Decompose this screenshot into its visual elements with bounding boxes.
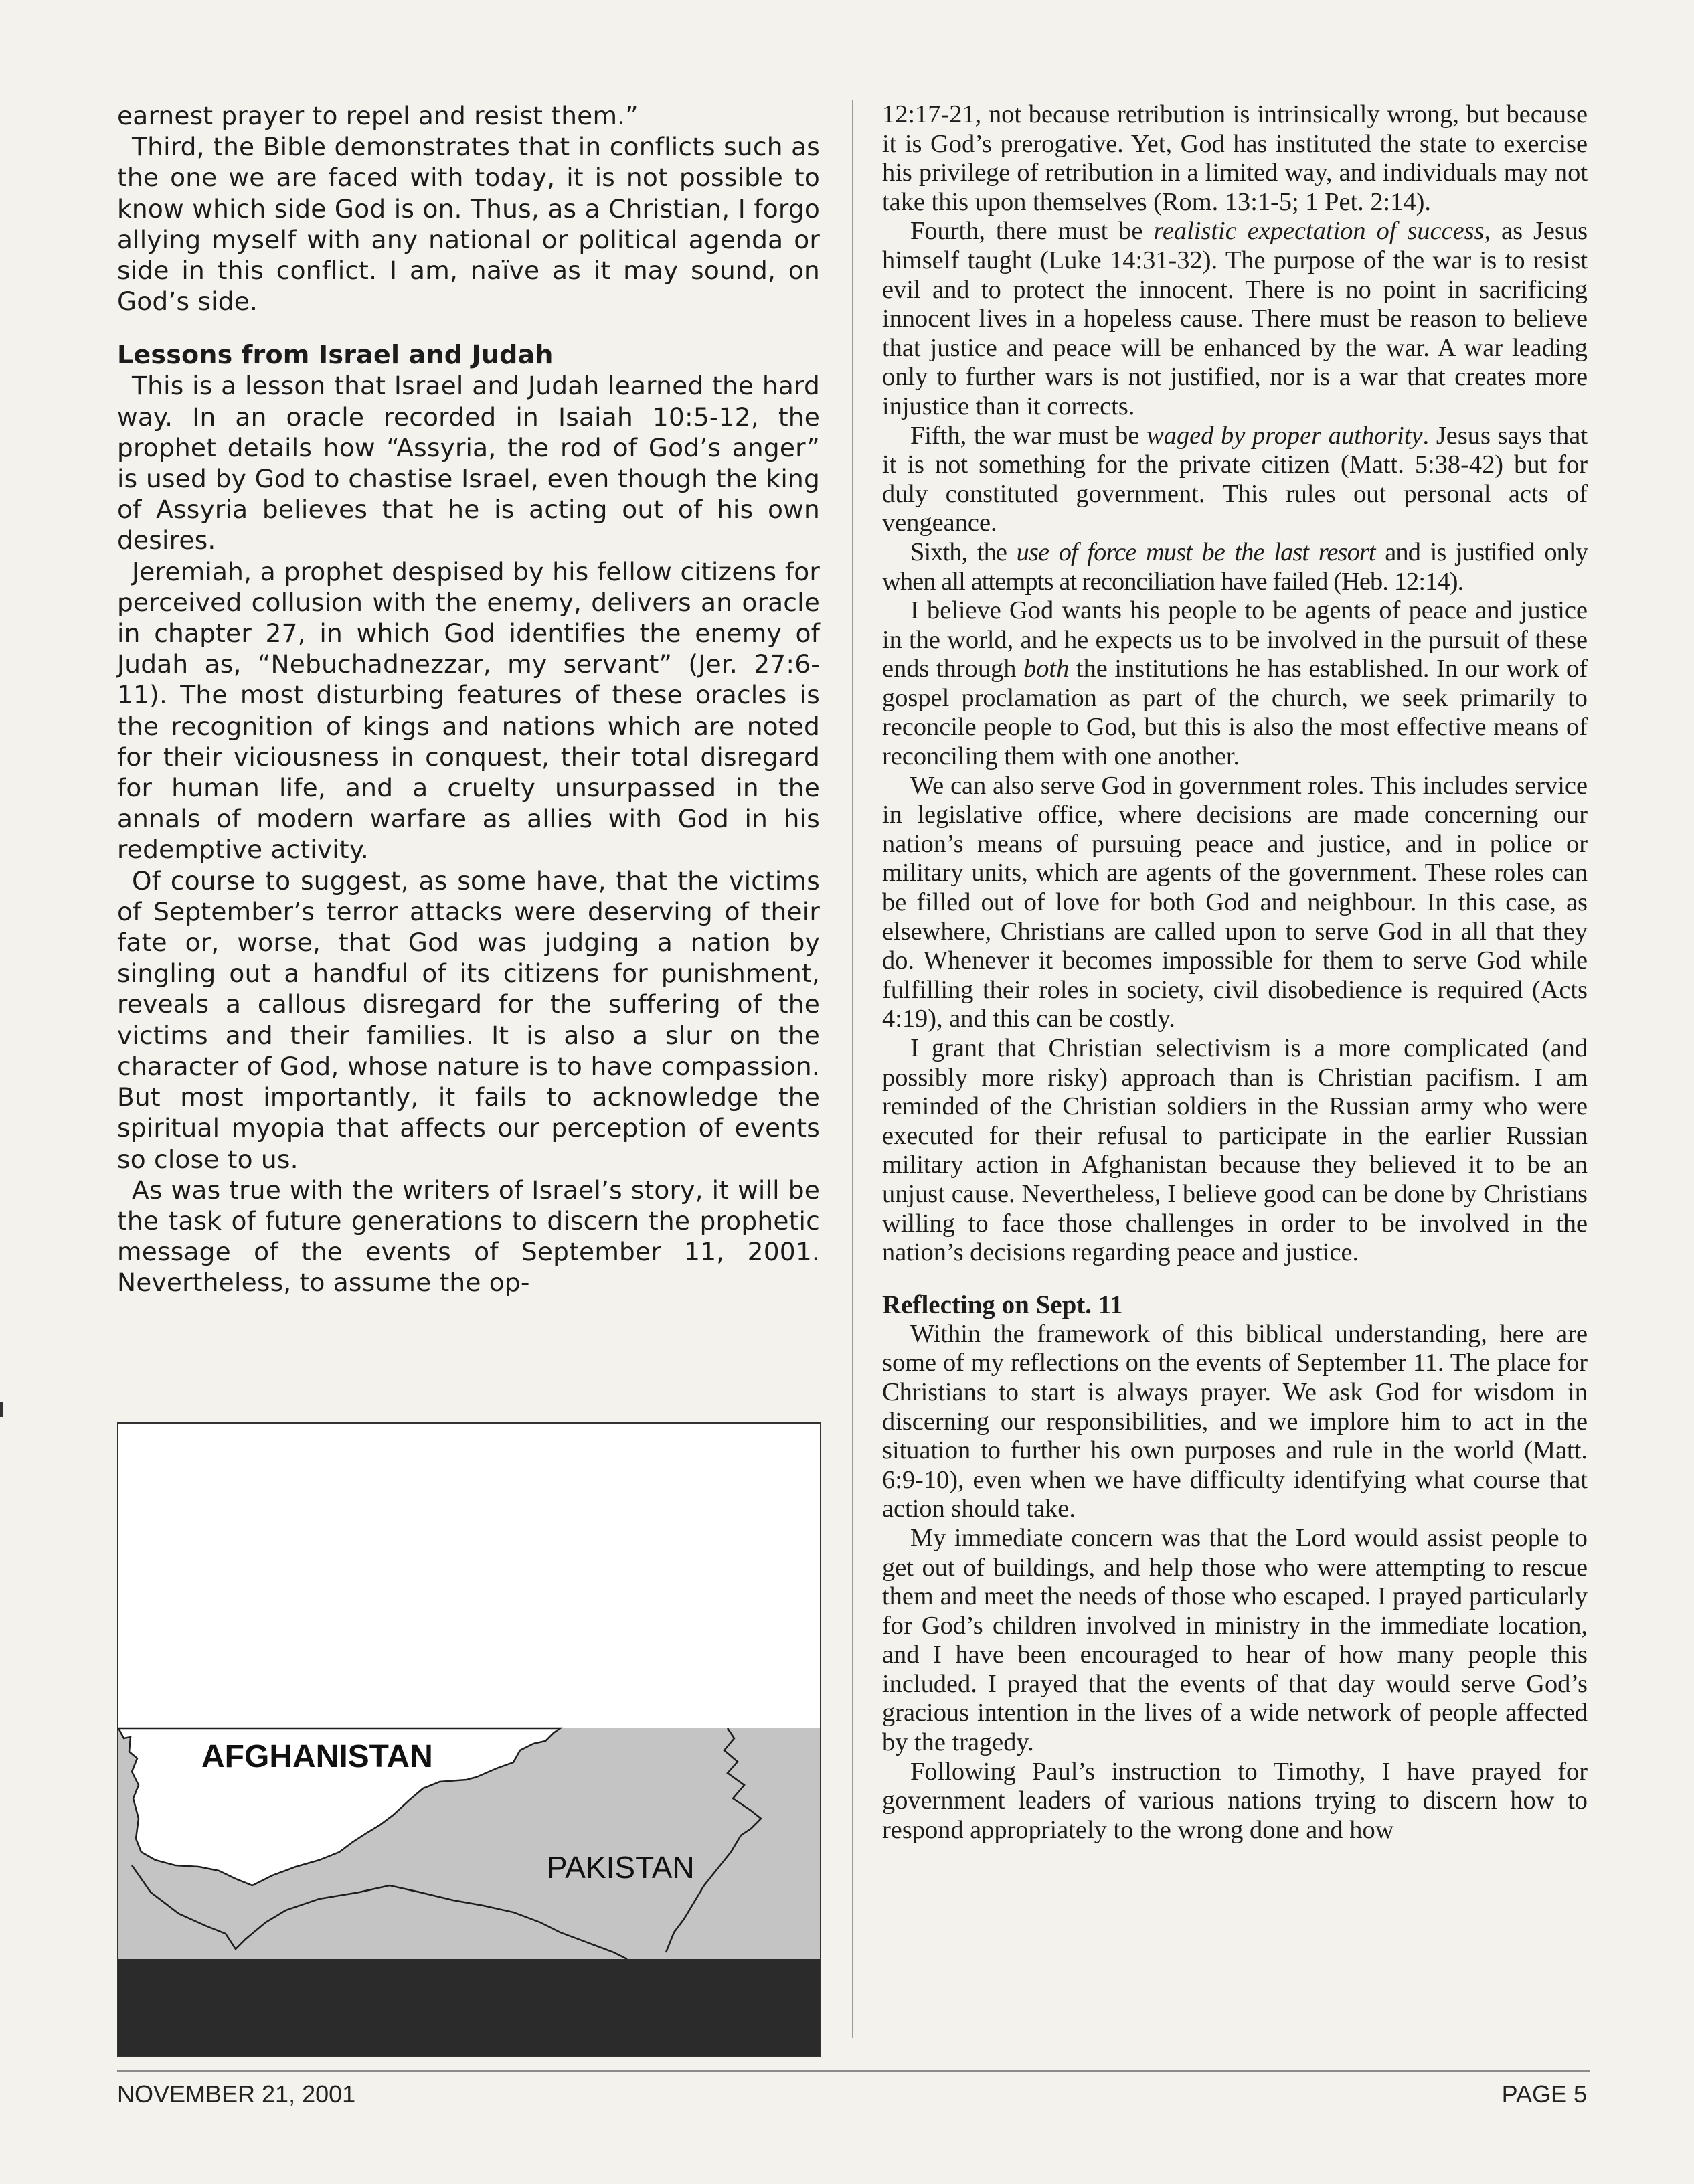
right-paragraph-4: Sixth, the use of force must be the last resort and is justified only when all attempts at reconciliation have failed (Heb. 12:14). — [882, 537, 1588, 596]
right-paragraph-6: We can also serve God in government roles. This includes service in legislative office, where decisions are made concerning our nation’s means of pursuing peace and justice, and in police or military units, which are agents of the government. These roles can be filled out of love for both God and neighbour. In this case, as elsewhere, Christians are called upon to serve God in all that they do. Whenever it becomes impossible for them to serve God while fulfilling their roles in society, civil disobedience is required (Acts 4:19), and this can be costly. — [882, 771, 1588, 1033]
footer-page-number: PAGE 5 — [1501, 2080, 1587, 2108]
emphasis-proper-authority: waged by proper authority — [1147, 421, 1423, 450]
right-paragraph-2: Fourth, there must be realistic expectation of success, as Jesus himself taught (Luke 14:31-32). The purpose of the war is to resist evil and to protect the innocent. There is no point in sacrificing innocent lives in a hopeless cause. There must be reason to believe that justice and peace will be enhanced by the war. A war leading only to further wars is not justified, nor is a war that creates more injustice than it corrects. — [882, 217, 1588, 420]
right-paragraph-9: My immediate concern was that the Lord would assist people to get out of buildings, and help those who were attempting to rescue them and meet the needs of those who escaped. I prayed particularly for God’s children involved in ministry in the immediate location, and I have been encouraged to hear of how many people this included. I prayed that the events of that day would serve God’s gracious intention in the lives of a wide network of people affected by the tragedy. — [882, 1523, 1588, 1757]
right-paragraph-5: I believe God wants his people to be agents of peace and justice in the world, and he expects us to be involved in the pursuit of these ends through both the institutions he has established. In our work of gospel proclamation as part of the church, we seek primarily to reconcile people to God, but this is also the most effective means of reconciling them with one another. — [882, 596, 1588, 771]
map-label-afghanistan: AFGHANISTAN — [201, 1739, 433, 1774]
right-paragraph-1: 12:17-21, not because retribution is intrinsically wrong, but because it is God’s prerogative. Yet, God has instituted the state to exercise his privilege of retribution in a limited way, and individuals may not take this upon themselves (Rom. 13:1-5; 1 Pet. 2:14). — [882, 100, 1588, 216]
emphasis-realistic-expectation: realistic expectation of success — [1153, 217, 1485, 246]
right-paragraph-3: Fifth, the war must be waged by proper authority. Jesus says that it is not something for the private citizen (Matt. 5:38-42) but for duly constituted government. This rules out personal acts of vengeance. — [882, 421, 1588, 537]
section-heading-reflecting: Reflecting on Sept. 11 — [882, 1290, 1123, 1319]
footer-rule — [117, 2070, 1590, 2072]
column-divider — [852, 100, 853, 2038]
emphasis-both: both — [1023, 655, 1070, 683]
left-paragraph-2: Third, the Bible demonstrates that in conflicts such as the one we are faced with today, it is not possible to know which side God is on. Thus, as a Christian, I forgo allying myself with any national or political agenda or side in this conflict. I am, naïve as it may sound, on God’s side. — [117, 132, 820, 317]
right-paragraph-7: I grant that Christian selectivism is a more complicated (and possibly more risky) approach than is Christian pacifism. I am reminded of the Christian soldiers in the Russian army who were executed for their refusal to participate in the earlier Russian military action in Afghanistan because they believed it to be an unjust cause. Nevertheless, I believe good can be done by Christians willing to face those challenges in order to be involved in the nation’s decisions regarding peace and justice. — [882, 1034, 1588, 1267]
afghanistan-pakistan-map — [117, 1422, 821, 2057]
left-paragraph-1: earnest prayer to repel and resist them.” — [117, 101, 639, 131]
right-column — [882, 100, 1588, 1845]
footer-date: NOVEMBER 21, 2001 — [117, 2080, 356, 2108]
left-paragraph-4: Jeremiah, a prophet despised by his fellow citizens for perceived collusion with the enemy, delivers an oracle in chapter 27, in which God identifies the enemy of Judah as, “Nebuchadnezzar, my servant” (Jer. 27:6-11). The most disturbing features of these oracles is the recognition of kings and nations which are noted for their viciousness in conquest, their total disregard for human life, and a cruelty unsurpassed in the annals of modern warfare as allies with God in his redemptive activity. — [117, 556, 820, 865]
map-sea-band — [118, 1959, 820, 2056]
left-column — [117, 100, 820, 1298]
left-paragraph-6: As was true with the writers of Israel’s story, it will be the task of future generations to discern the prophetic message of the events of September 11, 2001. Nevertheless, to assume the op- — [117, 1175, 820, 1298]
map-label-pakistan: PAKISTAN — [547, 1850, 695, 1885]
left-paragraph-5: Of course to suggest, as some have, that the victims of September’s terror attacks were deserving of their fate or, worse, that God was judging a nation by singling out a handful of its citizens for punishment, reveals a callous disregard for the suffering of the victims and their families. It is also a slur on the character of God, whose nature is to have compassion. But most importantly, it fails to acknowledge the spiritual myopia that affects our perception of events so close to us. — [117, 865, 820, 1174]
scan-edge-mark — [0, 1402, 3, 1417]
section-heading-israel-judah: Lessons from Israel and Judah — [117, 340, 554, 370]
left-paragraph-3: This is a lesson that Israel and Judah learned the hard way. In an oracle recorded in Isaiah 10:5-12, the prophet details how “Assyria, the rod of God’s anger” is used by God to chastise Israel, even though the king of Assyria believes that he is acting out of his own desires. — [117, 371, 820, 556]
right-paragraph-8: Within the framework of this biblical understanding, here are some of my reflections on the events of September 11. The place for Christians to start is always prayer. We ask God for wisdom in discerning our responsibilities, and we implore him to act in the situation to further his own purposes and rule in the world (Matt. 6:9-10), even when we have difficulty identifying what course that action should take. — [882, 1319, 1588, 1523]
right-paragraph-10: Following Paul’s instruction to Timothy, I have prayed for government leaders of various nations trying to discern how to respond appropriately to the wrong done and how — [882, 1757, 1588, 1844]
emphasis-last-resort: use of force must be the last resort — [1016, 537, 1375, 566]
